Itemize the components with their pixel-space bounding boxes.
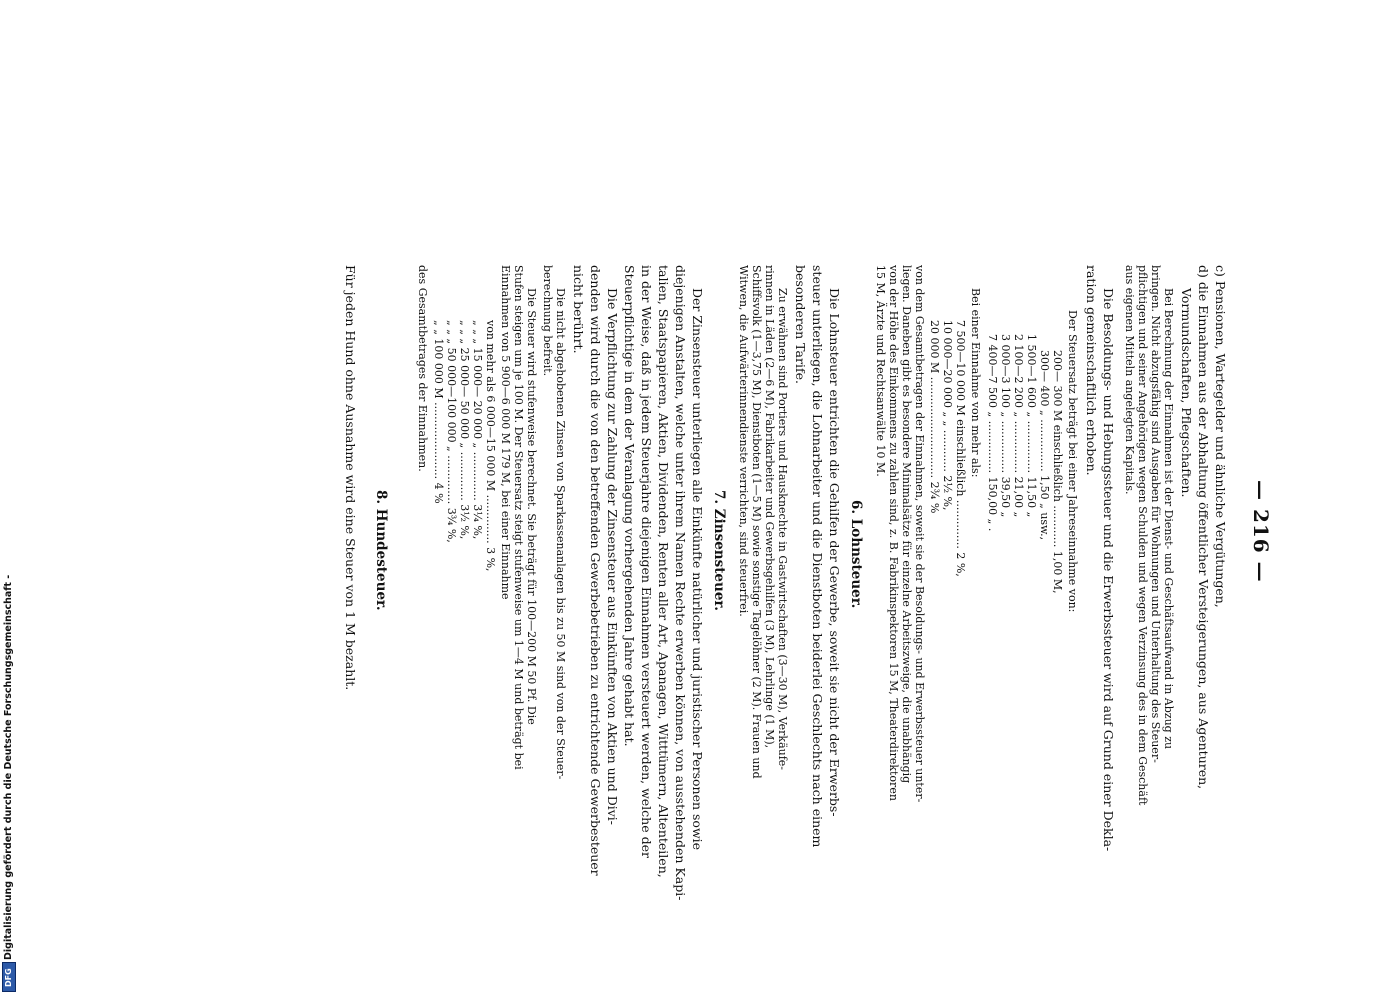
text-line: Für jeden Hund ohne Ausnahme wird eine Steuer von 1 M bezahlt. (343, 265, 358, 691)
text-line: d) die Einnahmen aus der Abhaltung öffentlicher Versteigerungen, aus Agenturen, (1196, 265, 1211, 790)
text-line: Zu erwähnen sind Portiers und Hausknechte in Gastwirtschaften (3—30 M), Verkäufe- (776, 288, 789, 771)
text-line: des Gesamtbetrages der Einnahmen. (416, 265, 429, 472)
text-line: pflichtigen und seiner Angehörigen wegen Schulden und wegen Verzinsung des in dem Geschäft (1136, 265, 1149, 806)
text-line: c) Pensionen, Wartegelder und ähnliche Vergütungen, (1213, 265, 1228, 608)
text-line: talien, Staatspapieren, Aktien, Dividenden, Renten aller Art, Apanagen, Witttümern, Altenteilen, (656, 265, 671, 878)
text-line: bringen. Nicht abzugsfähig sind Ausgaben für Wohnungen und Unterhaltung des Steuer- (1149, 265, 1162, 763)
text-line: nicht berührt. (571, 265, 586, 354)
tariff-row: von mehr als 6 000—15 000 M .............. 3 %, (484, 320, 497, 572)
tariff-row: 200— 300 M einschließlich ............ 1,00 M, (1051, 350, 1064, 594)
page-number: — 216 — (1249, 480, 1273, 583)
text-line: denden wird durch die von den betreffenden Gewerbebetrieben zu entrichtende Gewerbesteuer (588, 265, 603, 876)
text-line: Die Verpflichtung zur Zahlung der Zinsensteuer aus Einkünften von Aktien und Divi- (605, 288, 620, 825)
tariff-row: 7 400—7 500 „ ............... 150,00 „ . (986, 334, 999, 532)
text-line: von der Höhe des Einkommens zu zahlen sind, z. B. Fabrikinspektoren 15 M, Theaterdirektoren (887, 265, 900, 801)
tariff-row: 7 500—10 000 M einschließlich .............. 2 %, (954, 320, 967, 577)
text-line: ration gemeinschaftlich erhoben. (1084, 265, 1099, 476)
text-line: berechnung befreit. (541, 265, 554, 377)
dfg-logo[interactable]: DFG (2, 962, 16, 992)
tariff-row: 300— 400 „ ............... 1,50 „ usw., (1038, 350, 1051, 541)
tariff-row: „ „ „ 25 000— 50 000 „ .............. 3½ %, (458, 320, 471, 540)
text-line: Einnahmen von 5 900—6 000 M 179 M, bei einer Einnahme (499, 265, 512, 600)
section-heading: 6. Lohnsteuer. (848, 500, 864, 609)
tariff-row: „ „ „ 50 000—100 000 „ .............. 3¾ %, (445, 320, 458, 543)
tariff-row: „ „ „ 15 000— 20 000 „ .............. 3¼ %, (471, 320, 484, 540)
text-line: Vormundschaften, Pflegschaften. (1179, 288, 1194, 498)
text-line: Stufen steigen um je 100 M. Der Steuersatz steigt stufenweise um 1—4 M und beträgt bei (512, 265, 525, 770)
text-line: Die Besoldungs- und Hebungssteuer und die Erwerbssteuer wird auf Grund einer Dekla- (1101, 288, 1116, 852)
rotated-page (178, 230, 1273, 901)
text-line: Bei Berechnung der Einnahmen ist der Dienst- und Geschäftsaufwand in Abzug zu (1162, 288, 1175, 750)
text-line: Die nicht abgehobenen Zinsen von Sparkassenanlagen bis zu 50 M sind von der Steuer- (554, 288, 567, 780)
text-line: diejenigen Anstalten, welche unter ihrem Namen Rechte erwerben können, von ausstehenden Kapi- (673, 265, 688, 901)
tariff-row: 3 000—3 100 „ ............... 39,50 „ (999, 334, 1012, 518)
tariff-row: 10 000—20 000 „ „ ............ 2½ %, (941, 320, 954, 511)
text-line: Bei einer Einnahme von mehr als: (969, 288, 982, 478)
text-line: Der Zinsensteuer unterliegen alle Einkünfte natürlicher und juristischer Personen sowie (690, 288, 705, 851)
text-line: 15 M, Ärzte und Rechtsanwälte 10 M. (874, 265, 887, 477)
digitization-credit-bar (0, 0, 20, 1000)
text-line: Steuerpflichtige in dem der Veranlagung vorhergehenden Jahre gehabt hat. (622, 265, 637, 747)
text-line: besonderen Tarife. (793, 265, 808, 384)
text-line: Witwen, die Aufwärterinnendienste verrichten, sind steuerfrei. (737, 265, 750, 617)
text-line: Schiffsvolk (1—3,75 M), Dienstboten (1—5 M) sowie sonstige Tagelöhner (2 M). Frauen und (750, 265, 763, 779)
text-line: rinnen in Läden (2—6 M), Fabrikarbeiter und Gewerbsgehilfen (3 M), Lehrlinge (1 M), (763, 265, 776, 749)
text-line: Der Steuersatz beträgt bei einer Jahreseinnahme von: (1066, 310, 1079, 613)
text-line: aus eigenen Mitteln angelegten Kapitals. (1123, 265, 1136, 495)
section-heading: 8. Hundesteuer. (373, 490, 389, 611)
tariff-row: „ „ 100 000 M ...................... 4 % (432, 320, 445, 504)
tariff-row: 20 000 M ............................. 2¾ % (928, 320, 941, 514)
digitization-credit: Digitalisierung gefördert durch die Deutsche Forschungsgemeinschaft - (3, 574, 14, 960)
text-line: von dem Gesamtbetragen der Einnahmen, soweit sie der Besoldungs- und Erwerbssteuer unter- (913, 265, 926, 803)
text-line: steuer unterliegen, die Lohnarbeiter und die Dienstboten beiderlei Geschlechts nach einem (810, 265, 825, 848)
tariff-row: 2 100—2 200 „ ............... 21,00 „ (1012, 334, 1025, 518)
text-line: liegen. Daneben gibt es besondere Minimalsätze für einzelne Arbeitszweige, die unabhängig (900, 265, 913, 784)
text-line: Die Steuer wird stufenweise berechnet. Sie beträgt für 100—200 M 50 Pf. Die (525, 288, 538, 725)
tariff-row: 1 500—1 600 „ ............... 11,50 „ (1025, 334, 1038, 518)
text-line: in der Weise, daß in jedem Steuerjahre diejenigen Einnahmen versteuert werden, welche der (639, 265, 654, 858)
text-line: Die Lohnsteuer entrichten die Gehilfen der Gewerbe, soweit sie nicht der Erwerbs- (827, 288, 842, 817)
section-heading: 7. Zinsensteuer. (711, 490, 727, 611)
